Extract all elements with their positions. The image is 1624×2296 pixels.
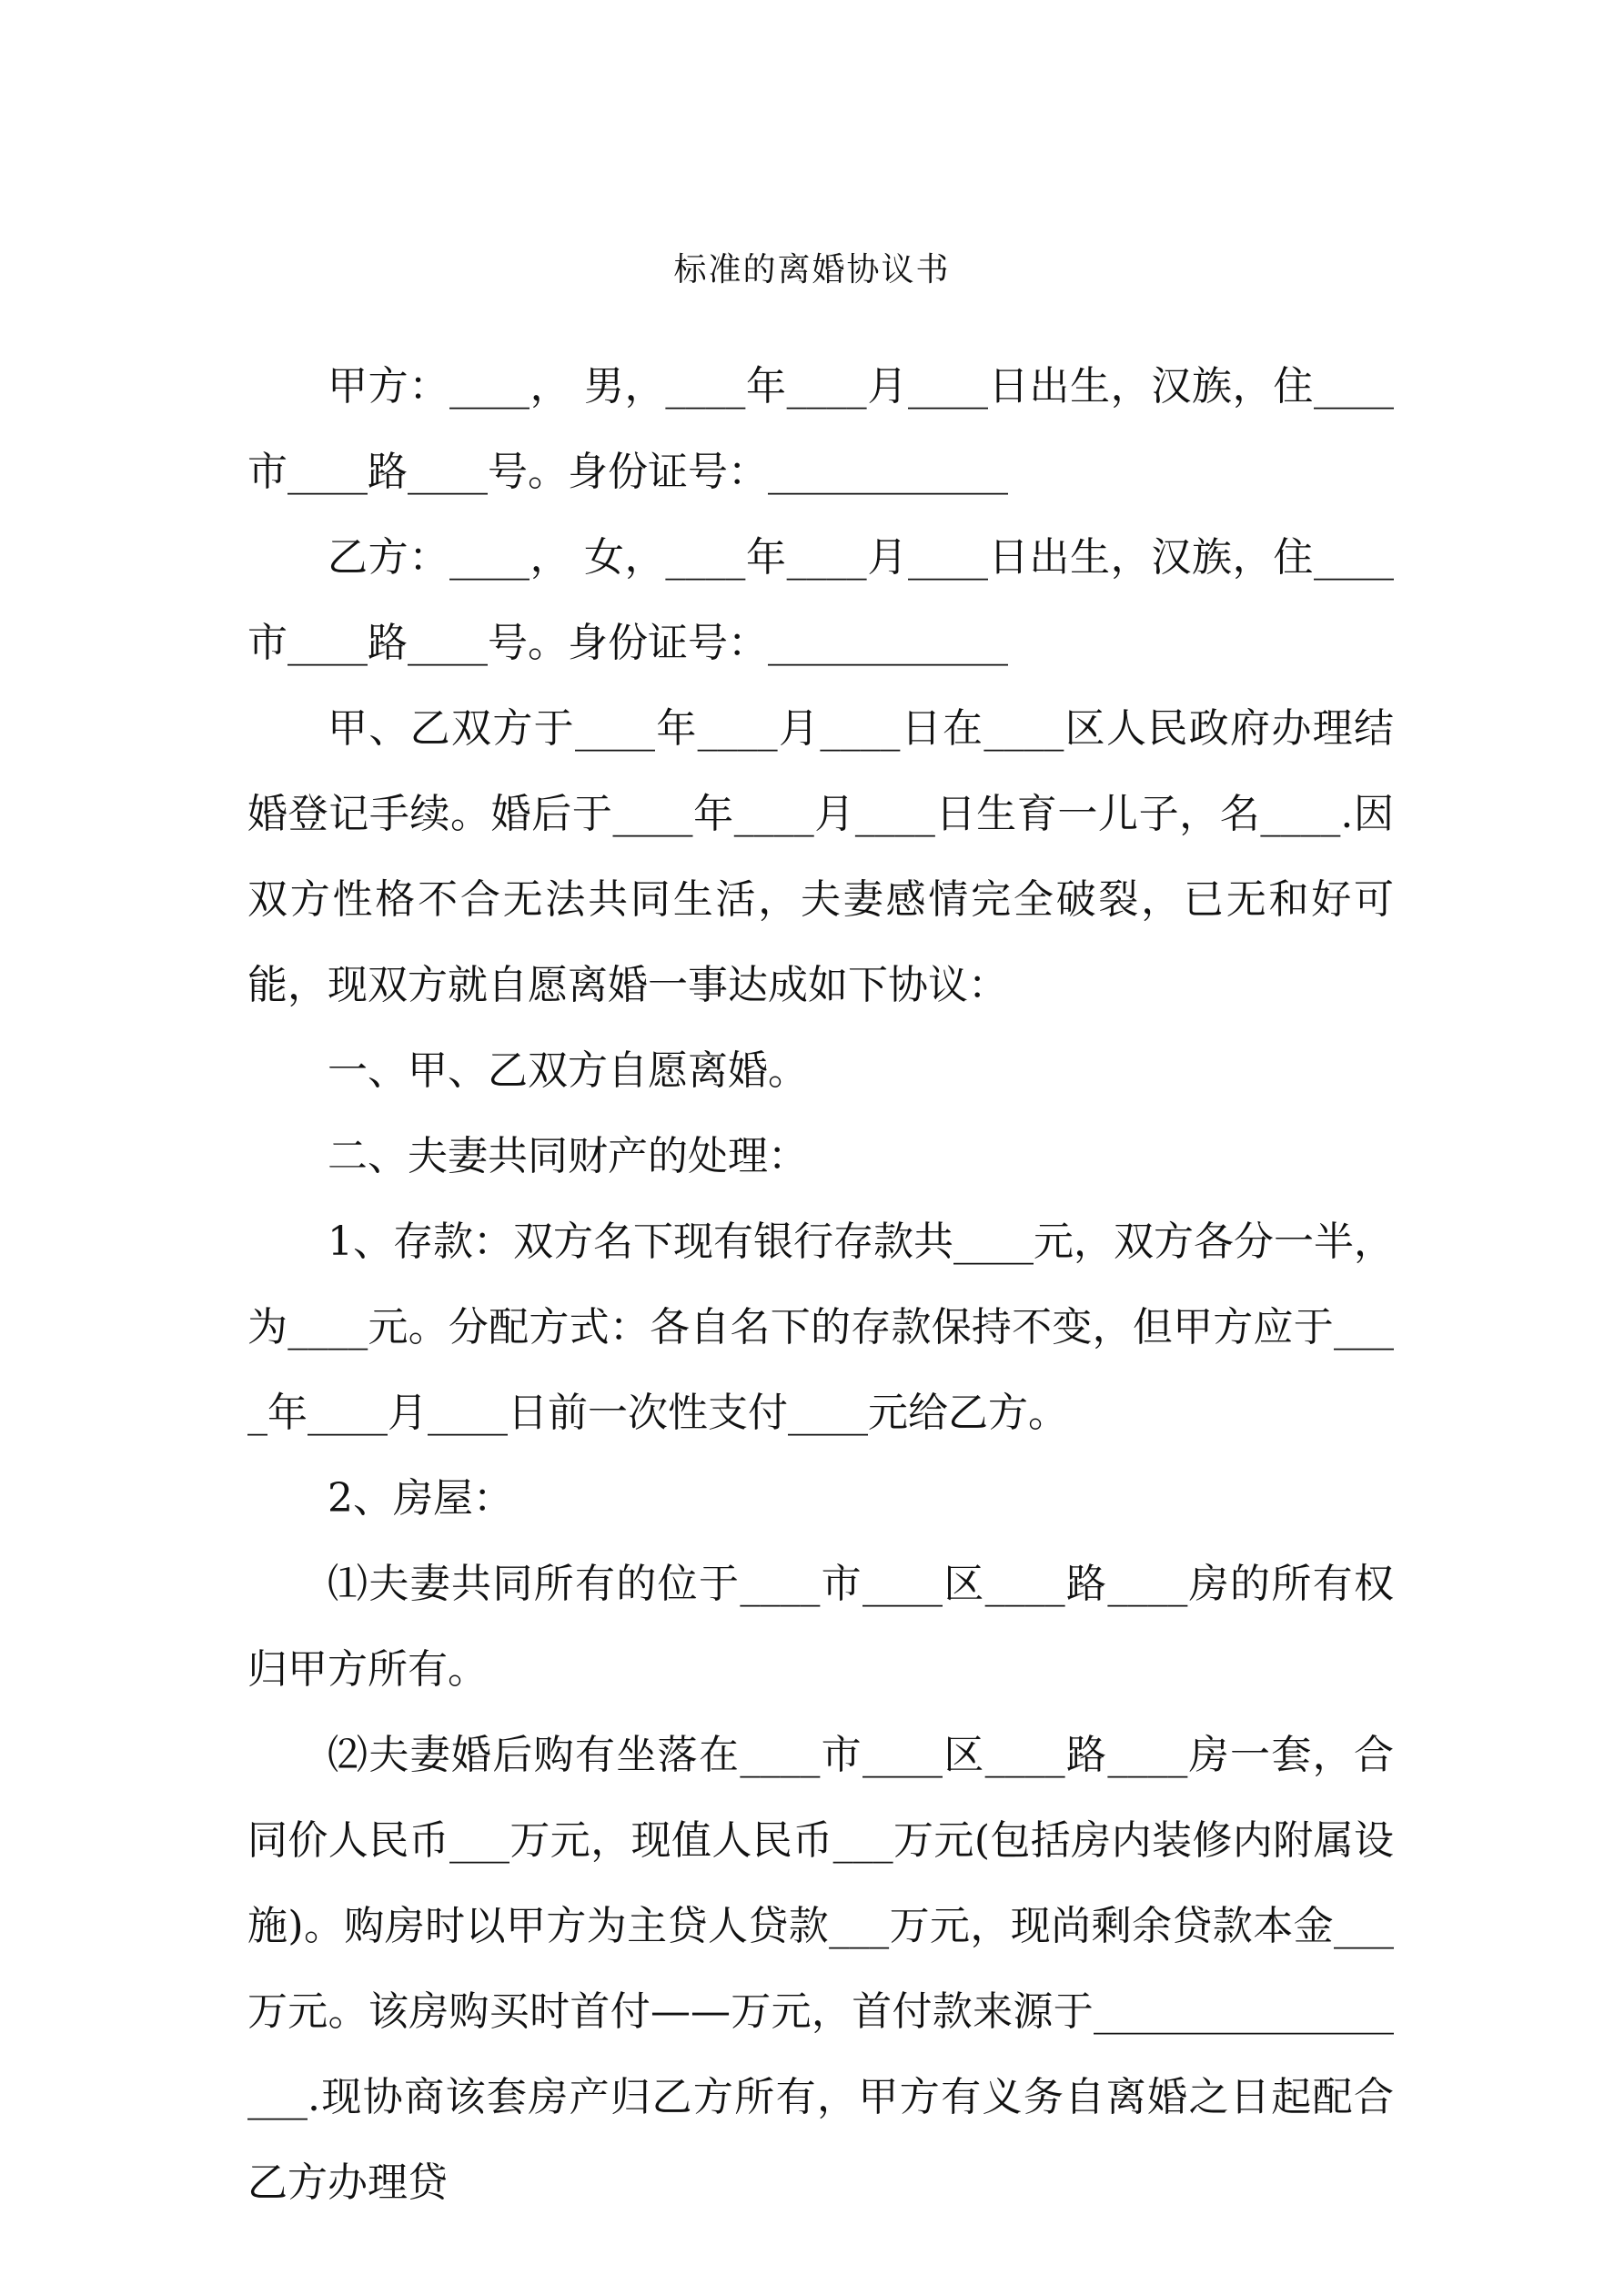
- paragraph-party-b: 乙方：____， 女，____年____月____日出生，汉族，住____市____路____号。身份证号：____________: [247, 534, 1394, 666]
- paragraph-background: 甲、乙双方于____年____月____日在____区人民政府办理结婚登记手续。婚后于____年____月____日生育一儿子，名____.因双方性格不合无法共同生活，夫妻感情完全破裂，已无和好可能，现双方就自愿离婚一事达成如下协议：: [247, 705, 1394, 1008]
- paragraph-clause-2: 二、夫妻共同财产的处理：: [328, 1133, 808, 1179]
- paragraph-savings: 1、存款：双方名下现有银行存款共____元，双方各分一半，为____元。分配方式：各自名下的存款保持不变，但甲方应于____年____月____日前一次性支付____元给乙方。: [247, 1219, 1394, 1436]
- paragraph-party-a: 甲方：____， 男，____年____月____日出生，汉族，住____市____路____号。身份证号：____________: [247, 363, 1394, 495]
- paragraph-housing-2: ⑵夫妻婚后购有坐落在____市____区____路____房一套，合同价人民币___万元，现值人民币___万元(包括房内装修内附属设施)。购房时以甲方为主贷人贷款___万元，现尚剩余贷款本金___万元。该房购买时首付——万元，首付款来源于__________________.现协商该套房产归乙方所有，甲方有义务自离婚之日起配合乙方办理贷: [247, 1732, 1394, 2206]
- document-title: 标准的离婚协议书: [673, 251, 951, 288]
- paragraph-housing-heading: 2、房屋：: [328, 1475, 513, 1522]
- paragraph-housing-1: ⑴夫妻共同所有的位于____市____区____路____房的所有权归甲方所有。: [247, 1561, 1394, 1693]
- document-body: [247, 344, 1394, 2226]
- paragraph-clause-1: 一、甲、乙双方自愿离婚。: [328, 1047, 808, 1094]
